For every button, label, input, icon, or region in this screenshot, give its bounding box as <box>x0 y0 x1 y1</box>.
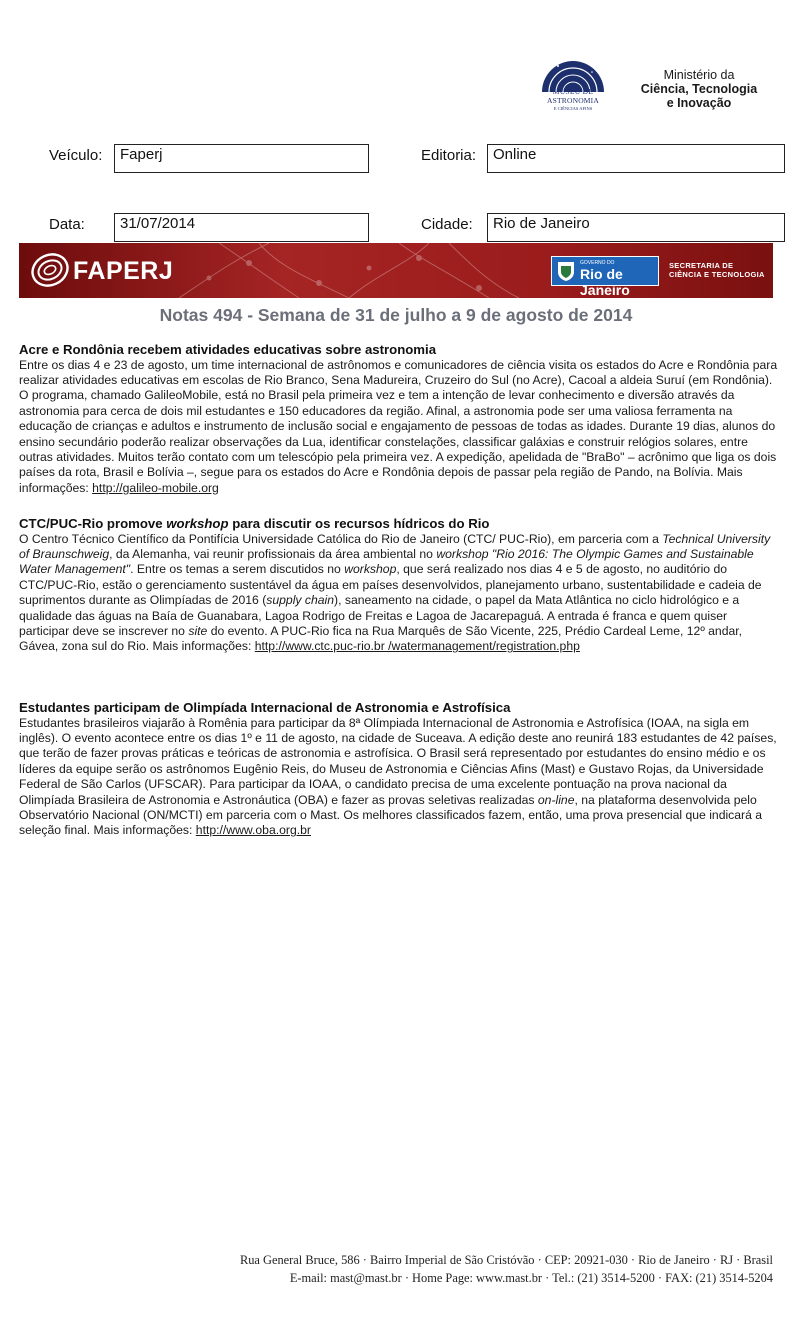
ministry-name <box>624 68 774 110</box>
cidade-label: Cidade: <box>421 216 473 233</box>
article-emphasis: supply chain <box>266 593 335 608</box>
gov-state-name: Rio de Janeiro <box>580 266 630 298</box>
article-acre-rondonia <box>19 342 779 496</box>
secretaria-line1: SECRETARIA DE <box>669 261 734 270</box>
data-label: Data: <box>49 216 85 233</box>
galileo-mobile-link[interactable]: http://galileo-mobile.org <box>92 480 219 495</box>
museum-name-line3: E CIÊNCIAS AFINS <box>553 106 593 111</box>
article-body <box>19 358 779 497</box>
article-olimpiada <box>19 700 779 839</box>
ministry-line1: Ministério da <box>663 68 735 82</box>
observatory-dome-icon <box>540 52 606 92</box>
faperj-logo-icon <box>29 251 71 289</box>
article-heading <box>19 516 779 532</box>
article-text: , que será realizado nos dias 4 e 5 de agosto, no auditório do CTC/PUC-Rio, estão o gerenciamento sustentável da água em países desenvolvidos, planejamento urbano, sustentabilidade e cadeia de suprimentos durante as Olimpíadas de 2016 ( <box>19 562 762 608</box>
editoria-label: Editoria: <box>421 147 477 164</box>
faperj-banner <box>19 243 773 298</box>
museum-name-line2: ASTRONOMIA <box>546 96 599 105</box>
article-text: Entre os dias 4 e 23 de agosto, um time internacional de astrônomos e comunicadores de ciência visita os estados do Acre e Rondônia para realizar atividades educativas em escolas de Rio Branco, Sena Madureira, Cruzeiro do Sul (no Acre), Cacoal a aldeia Suruí (em Rondônia). O programa, chamado GalileoMobile, está no Brasil pela primeira vez e tem a intenção de levar conhecimento e diversão através da astronomia para cerca de dois mil estudantes e 150 educadores da região. Afinal, a astronomia pode ser uma valiosa ferramenta na educação de crianças e adultos e instrumento de inclusão social e engajamento de pessoas de todas as idades. Durante 19 dias, alunos do ensino secundário poderão realizar observações da Lua, identificar constelações, classificar galáxias e construir relógios solares, entre outras atividades. Muitos terão contato com um telescópio pela primeira vez. A expedição, apelidada de "BraBo" – acrônimo que liga os dois países da rota, Brasil e Bolívia –, segue para os estados do Acre e Rondônia depois de passar pela região de Pando, na Bolívia. Mais informações: <box>19 357 778 495</box>
article-emphasis: Technical University of Braunschweig <box>19 531 771 561</box>
article-emphasis: workshop "Rio 2016: The Olympic Games and Sustainable Water Management" <box>19 546 754 577</box>
secretaria-line2: CIÊNCIA E TECNOLOGIA <box>669 270 765 279</box>
museum-name-line1: MUSEU DE <box>552 87 594 96</box>
article-emphasis: workshop <box>344 562 397 577</box>
footer-address: Rua General Bruce, 586 · Bairro Imperial de São Cristóvão · CEP: 20921-030 · Rio de Janeiro · RJ · Brasil <box>239 1253 773 1267</box>
museum-logo <box>538 52 608 120</box>
article-text: , na plataforma desenvolvida pelo Observatório Nacional (ON/MCTI) em parceria com o Mast. Os melhores classificados fazem, então, uma prova presencial que indicará a seleção final. Mais informações: <box>19 792 763 838</box>
data-field[interactable]: 31/07/2014 <box>114 213 369 242</box>
gov-small-line1: GOVERNO DO <box>580 260 615 266</box>
ministry-line2: Ciência, Tecnologia <box>640 82 758 96</box>
cidade-field[interactable]: Rio de Janeiro <box>487 213 785 242</box>
article-heading: Acre e Rondônia recebem atividades educativas sobre astronomia <box>19 342 437 357</box>
article-emphasis: site <box>188 623 208 638</box>
veiculo-field[interactable]: Faperj <box>114 144 369 173</box>
footer-contact: E-mail: mast@mast.br · Home Page: www.mast.br · Tel.: (21) 3514-5200 · FAX: (21) 3514-5204 <box>289 1271 773 1285</box>
article-ctc-puc-rio <box>19 516 779 655</box>
rj-coat-of-arms-icon <box>556 260 576 282</box>
faperj-brand: FAPERJ <box>73 257 174 285</box>
article-text: . Entre os temas a serem discutidos no <box>130 562 345 577</box>
article-heading: Estudantes participam de Olimpíada Internacional de Astronomia e Astrofísica <box>19 700 511 715</box>
secretaria-name <box>669 261 765 279</box>
article-emphasis: on-line <box>537 792 575 807</box>
veiculo-label: Veículo: <box>49 147 103 164</box>
article-body <box>19 532 779 655</box>
article-text: , da Alemanha, vai reunir profissionais da área ambiental no <box>109 546 437 561</box>
heading-text: CTC/PUC-Rio promove <box>19 516 167 531</box>
article-text: Estudantes brasileiros viajarão à Romênia para participar da 8ª Olímpiada Internacional de Astronomia e Astrofísica (IOAA, na sigla em inglês). O evento acontece entre os dias 1º e 11 de agosto, na cidade de Suceava. A edição deste ano reunirá 183 estudantes de 42 países, que terão de fazer provas práticas e teóricas de astronomia e astrofísica. O Brasil será representado por estudantes do ensino médio e os líderes da equipe serão os astrônomos Eugênio Reis, do Museu de Astronomia e Ciências Afins (Mast) e Gustavo Rojas, da Universidade Federal de São Carlos (UFSCAR). Para participar da IOAA, o candidato precisa de uma excelente pontuação na prova nacional da Olimpíada Brasileira de Astronomia e Astronáutica (OBA) e fazer as provas seletivas realizadas <box>19 715 777 807</box>
editoria-field[interactable]: Online <box>487 144 785 173</box>
oba-link[interactable]: http://www.oba.org.br <box>195 823 311 838</box>
article-text: ), saneamento na cidade, o papel da Mata Atlântica no ciclo hidrológico e a qualidade das águas na Baía de Guanabara, Lagoa Rodrigo de Freitas e Lagoa de Jacarepaguá. A entrada é franca e quem quiser participar deve se inscrever no <box>19 593 740 638</box>
notes-title: Notas 494 - Semana de 31 de julho a 9 de agosto de 2014 <box>159 305 633 325</box>
museum-name <box>538 87 608 112</box>
ministry-line3: e Inovação <box>666 96 732 110</box>
article-text: O Centro Técnico Científico da Pontifícia Universidade Católica do Rio de Janeiro (CTC/ PUC-Rio), em parceria com a <box>19 531 663 546</box>
rj-government-badge <box>551 256 659 298</box>
heading-emphasis: workshop <box>166 516 229 531</box>
article-text: do evento. A PUC-Rio fica na Rua Marquês de São Vicente, 225, Prédio Cardeal Leme, 12º andar, Gávea, zona sul do Rio. Mais informações: <box>19 623 743 654</box>
heading-text: para discutir os recursos hídricos do Rio <box>228 516 490 531</box>
ctc-puc-rio-link[interactable]: http://www.ctc.puc-rio.br /watermanagement/registration.php <box>254 639 580 654</box>
article-body <box>19 716 779 839</box>
